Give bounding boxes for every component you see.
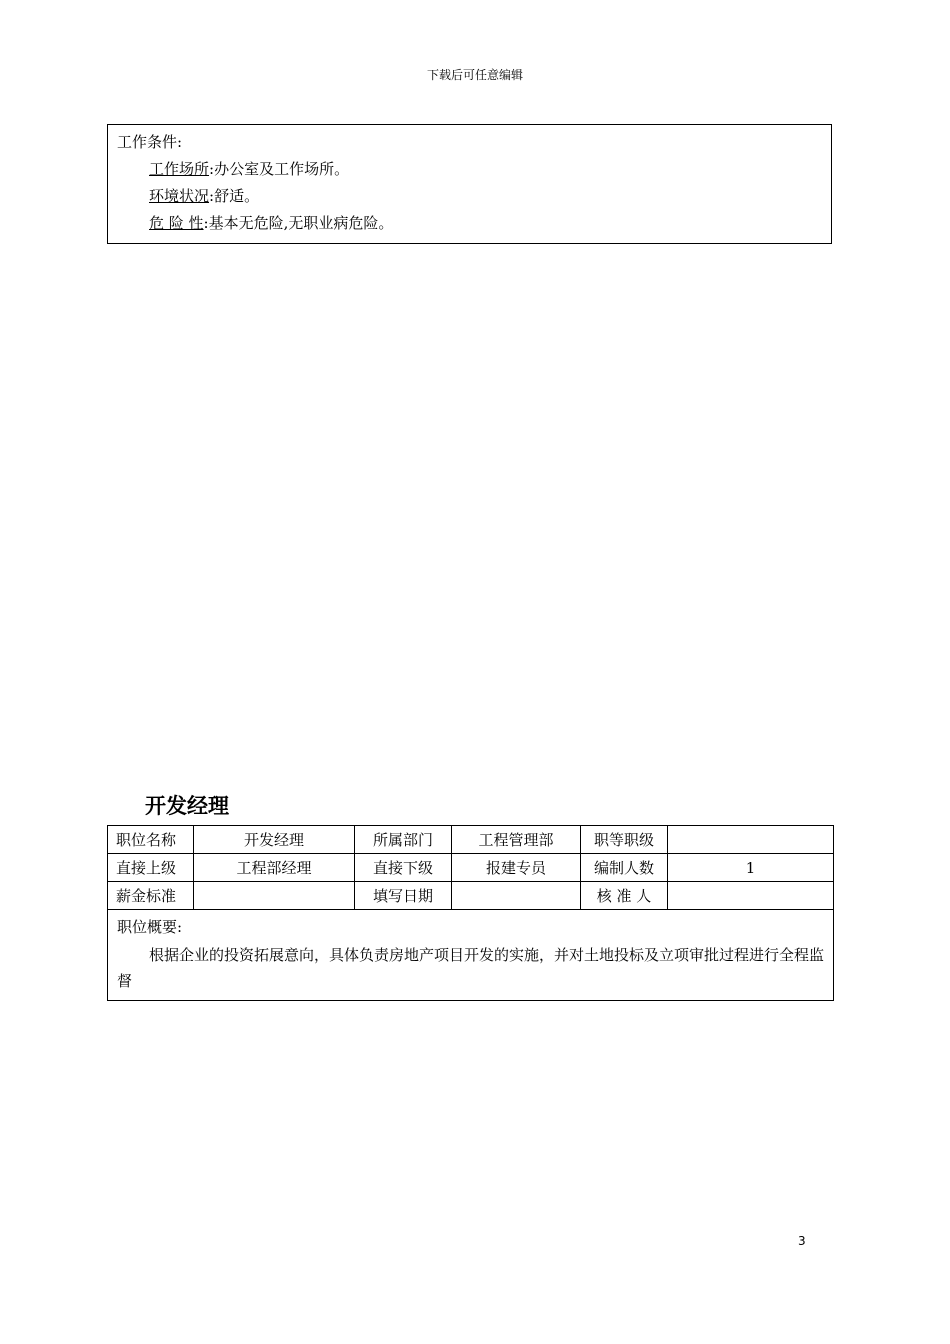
table-cell <box>452 882 581 910</box>
table-cell: 报建专员 <box>452 854 581 882</box>
table-cell <box>668 882 834 910</box>
table-row <box>108 854 834 882</box>
table-cell: 填写日期 <box>355 882 452 910</box>
table-cell: 开发经理 <box>194 826 355 854</box>
table-cell: 职位名称 <box>108 826 194 854</box>
condition-value: :办公室及工作场所。 <box>209 160 350 178</box>
table-cell: 所属部门 <box>355 826 452 854</box>
table-cell: 职等职级 <box>581 826 668 854</box>
table-cell: 薪金标准 <box>108 882 194 910</box>
job-summary-title: 职位概要: <box>117 918 183 936</box>
work-conditions-title: 工作条件: <box>117 133 183 151</box>
condition-row-risk <box>117 210 831 237</box>
condition-value: :基本无危险,无职业病危险。 <box>203 214 394 232</box>
condition-row-workplace <box>117 156 831 183</box>
table-row <box>108 826 834 854</box>
table-cell: 直接下级 <box>355 854 452 882</box>
table-cell: 编制人数 <box>581 854 668 882</box>
table-row <box>108 882 834 910</box>
condition-row-environment <box>117 183 831 210</box>
header-note: 下载后可任意编辑 <box>426 68 523 82</box>
table-cell <box>194 882 355 910</box>
table-cell <box>668 826 834 854</box>
table-cell: 直接上级 <box>108 854 194 882</box>
job-summary-cell <box>108 910 834 1001</box>
section-title: 开发经理 <box>145 794 229 818</box>
condition-label: 环境状况 <box>149 187 210 205</box>
job-info-table <box>107 825 834 1001</box>
job-summary-text: 根据企业的投资拓展意向，具体负责房地产项目开发的实施，并对土地投标及立项审批过程进行全程监督 <box>117 946 825 990</box>
work-conditions-box <box>107 124 832 244</box>
condition-value: :舒适。 <box>209 187 260 205</box>
table-cell: 工程管理部 <box>452 826 581 854</box>
table-row <box>108 910 834 1001</box>
table-cell: 工程部经理 <box>194 854 355 882</box>
condition-label: 危 险 性 <box>149 214 204 232</box>
page-number: 3 <box>798 1234 806 1248</box>
condition-label: 工作场所 <box>149 160 210 178</box>
table-cell: 1 <box>668 854 834 882</box>
table-cell: 核 准 人 <box>581 882 668 910</box>
